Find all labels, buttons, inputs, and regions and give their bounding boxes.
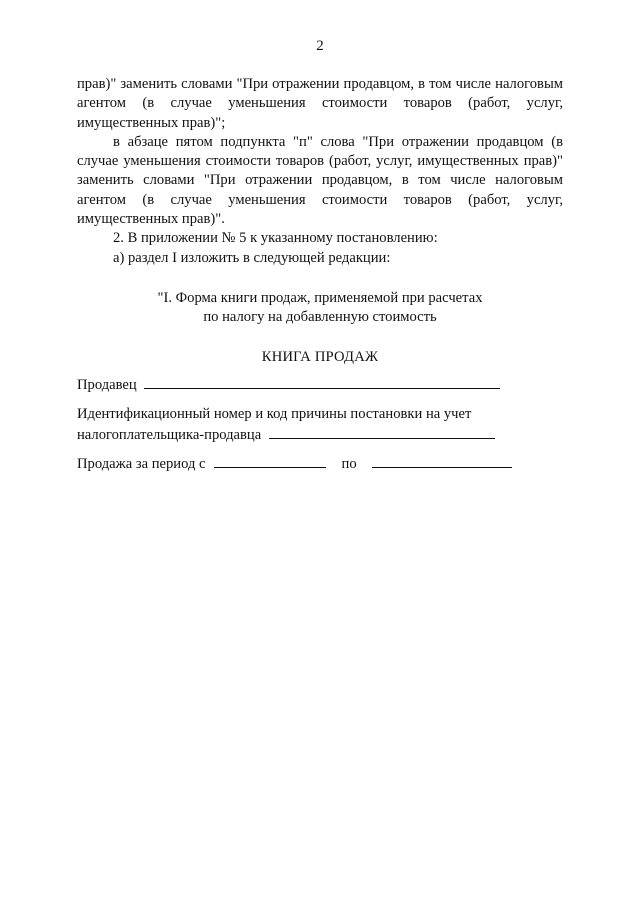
form-heading-line: по налогу на добавленную стоимость — [203, 309, 437, 325]
inn-kpp-label-line: налогоплательщика-продавца — [77, 427, 262, 443]
text-line: (в случае уменьшения стоимости товаров (работ, услуг, имущественных — [77, 133, 563, 170]
period-to-blank-line[interactable] — [372, 453, 512, 468]
page-number: 2 — [316, 38, 324, 54]
seller-label: Продавец — [77, 377, 137, 393]
text-line: 2. В приложении № 5 к указанному постановлению: — [113, 230, 438, 247]
paragraph-subpoint-p — [77, 133, 563, 229]
seller-field — [77, 374, 500, 395]
form-heading — [77, 289, 563, 327]
book-title: КНИГА ПРОДАЖ — [261, 349, 379, 365]
text-line: имущественных прав)"; — [77, 114, 226, 131]
text-line: прав)" заменить словами "При отражении продавцом, в том числе — [77, 153, 563, 189]
body-text — [77, 75, 563, 268]
text-line: налоговым агентом (в случае уменьшения стоимости товаров (работ, услуг, — [77, 76, 563, 112]
paragraph-appendix-5 — [77, 229, 563, 248]
text-line: налоговым агентом (в случае уменьшения стоимости товаров (работ, услуг, — [77, 172, 563, 208]
text-line: а) раздел I изложить в следующей редакции: — [113, 249, 391, 266]
text-line: прав)" заменить словами "При отражении продавцом, в том числе — [77, 76, 492, 92]
period-to-label: по — [341, 456, 357, 472]
paragraph-section-1 — [77, 249, 563, 268]
text-line: в абзаце пятом подпункта "п" слова "При отражении продавцом — [113, 133, 544, 150]
period-from-blank-line[interactable] — [214, 453, 326, 468]
period-field — [77, 453, 512, 474]
inn-kpp-label-line: Идентификационный номер и код причины постановки на учет — [77, 406, 472, 422]
inn-kpp-field — [77, 405, 495, 445]
form-heading-line: "I. Форма книги продаж, применяемой при расчетах — [157, 290, 483, 306]
inn-kpp-blank-line[interactable] — [269, 424, 495, 439]
text-line: имущественных прав)". — [77, 211, 225, 228]
seller-blank-line[interactable] — [144, 374, 500, 389]
period-from-label: Продажа за период с — [77, 456, 206, 472]
paragraph-continuation — [77, 75, 563, 133]
